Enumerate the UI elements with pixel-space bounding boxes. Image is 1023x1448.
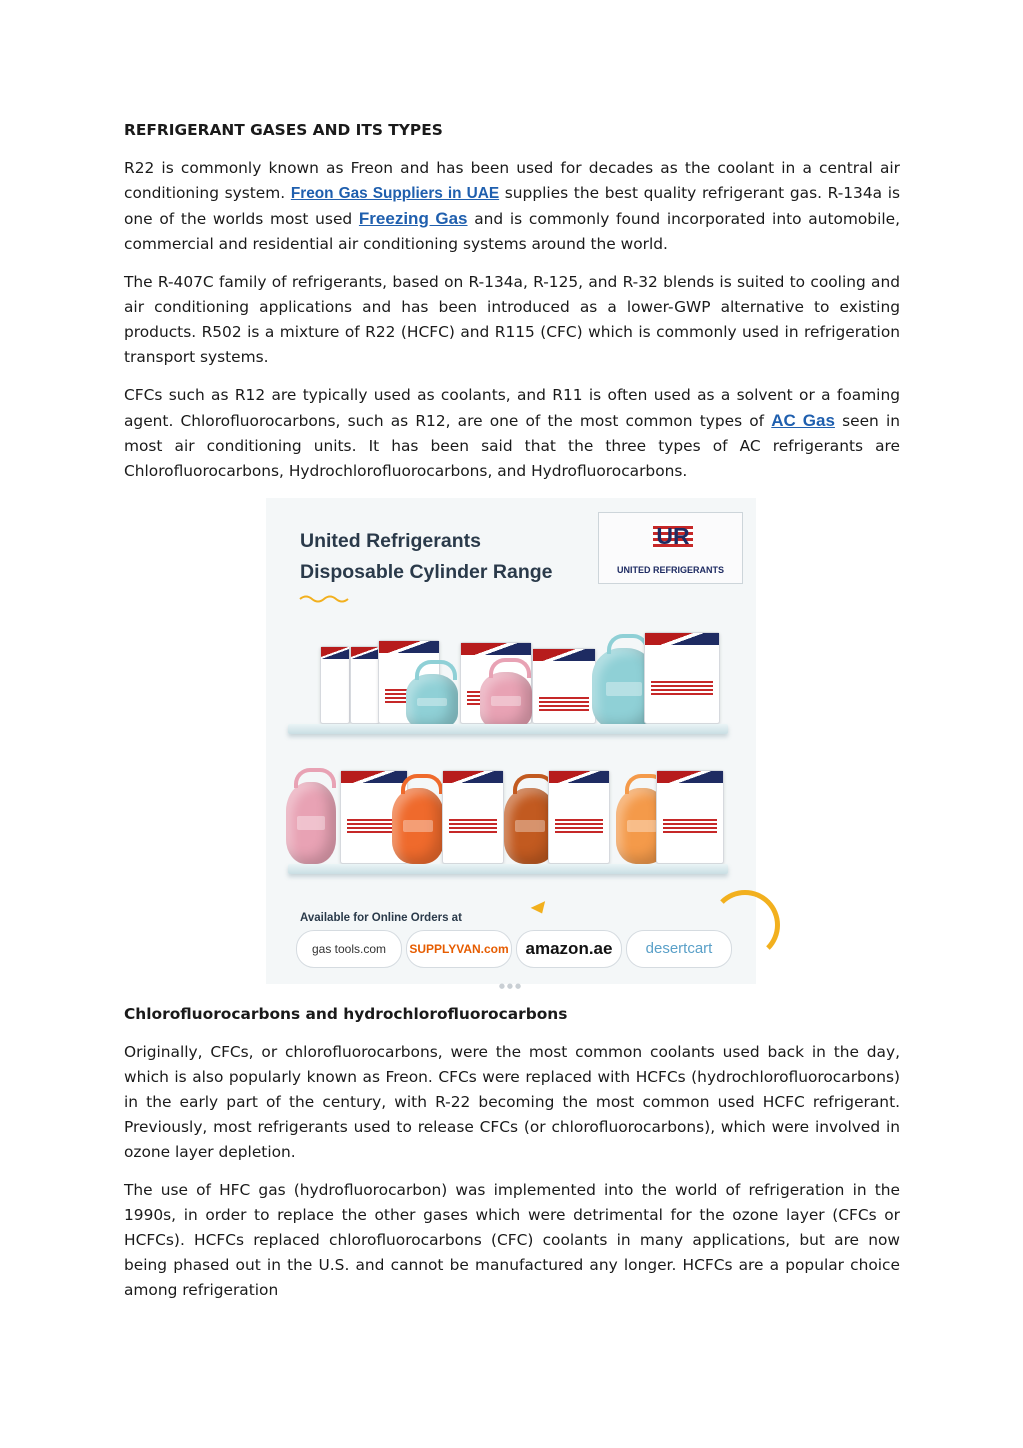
paragraph-r22 <box>124 156 900 257</box>
small-can-product <box>320 646 350 724</box>
document-body <box>124 118 900 1316</box>
wave-decoration-icon <box>300 594 350 604</box>
ac-gas-link[interactable]: AC Gas <box>771 411 835 430</box>
freon-gas-suppliers-link[interactable]: Freon Gas Suppliers in UAE <box>290 185 500 202</box>
product-box <box>656 770 724 864</box>
store-logo-gastools: gas tools.com <box>296 930 402 968</box>
small-can-product <box>350 646 380 724</box>
pink-cylinder-icon <box>480 672 532 730</box>
paragraph-cfcs <box>124 383 900 484</box>
bottom-shelf <box>288 864 728 874</box>
product-box <box>548 770 610 864</box>
pink-cylinder-icon <box>286 782 336 864</box>
arrow-decoration-icon <box>531 901 550 917</box>
paragraph-r22-text-c: and is commonly found incorporated into automobile, commercial and residential air conditioning systems around the world. <box>124 210 900 253</box>
banner-title-line1: United Refrigerants <box>300 530 481 552</box>
paragraph-r22-text-a: R22 is commonly known as Freon and has been used for decades as the coolant in a central air conditioning system. <box>124 159 900 202</box>
store-logo-amazon: amazon.ae <box>516 930 622 968</box>
product-box <box>532 648 596 724</box>
brand-logo <box>598 512 743 584</box>
paragraph-r407c: The R-407C family of refrigerants, based on R-134a, R-125, and R-32 blends is suited to cooling and air conditioning applications and has been introduced as a lower-GWP alternative to existing products. R502 is a mixture of R22 (HCFC) and R115 (CFC) which is commonly used in refrigeration transport systems. <box>124 273 900 366</box>
store-logo-desertcart: desertcart <box>626 930 732 968</box>
product-banner-image <box>266 498 756 990</box>
orange-cylinder-icon <box>392 788 444 864</box>
banner-title-line2: Disposable Cylinder Range <box>300 561 553 583</box>
paragraph-cfc-history: Originally, CFCs, or chlorofluorocarbons, were the most common coolants used back in the day, which is also popularly known as Freon. CFCs were replaced with HCFCs (hydrochlorofluorocarbons) in the early part of the century, with R-22 becoming the most common used HCFC refrigerant. Previously, most refrigerants used to release CFCs (or chlorofluorocarbons), which were involved in ozone layer depletion. <box>124 1043 900 1161</box>
section-heading: Chlorofluorocarbons and hydrochlorofluorocarbons <box>124 1005 568 1023</box>
brand-logo-mark: UR <box>653 523 693 549</box>
paragraph-r22-text-b: supplies the best quality refrigerant gas. R-134a is one of the worlds most used <box>124 184 901 228</box>
product-box <box>442 770 504 864</box>
brand-logo-text: UNITED REFRIGERANTS <box>616 565 724 575</box>
paragraph-hfc-gas: The use of HFC gas (hydrofluorocarbon) was implemented into the world of refrigeration in the 1990s, in order to replace the other gases which were detrimental for the ozone layer (CFCs or HCFCs). HCFCs replaced chlorofluorocarbons (CFC) coolants in many applications, but are now being phased out in the U.S. and cannot be manufactured any longer. HCFCs are a popular choice among refrigeration <box>124 1181 900 1299</box>
product-box <box>644 632 720 724</box>
paragraph-cfcs-text-a: CFCs such as R12 are typically used as coolants, and R11 is often used as a solvent or a foaming agent. Chlorofluorocarbons, such as R12, are one of the most common types of <box>124 386 900 430</box>
top-shelf <box>288 724 728 734</box>
store-logo-supplyvan: SUPPLYVAN.com <box>406 930 512 968</box>
paragraph-cfcs-text-b: seen in most air conditioning units. It has been said that the three types of AC refrigerants are Chlorofluorocarbons, Hydrochlorofluorocarbons, and Hydrofluorocarbons. <box>124 412 900 480</box>
page-title: REFRIGERANT GASES AND ITS TYPES <box>124 121 443 139</box>
carousel-dots-icon: ●●● <box>498 982 524 990</box>
banner-title <box>300 526 552 588</box>
teal-cylinder-icon <box>406 674 458 730</box>
available-online-label: Available for Online Orders at <box>300 912 462 924</box>
freezing-gas-link[interactable]: Freezing Gas <box>358 209 468 228</box>
